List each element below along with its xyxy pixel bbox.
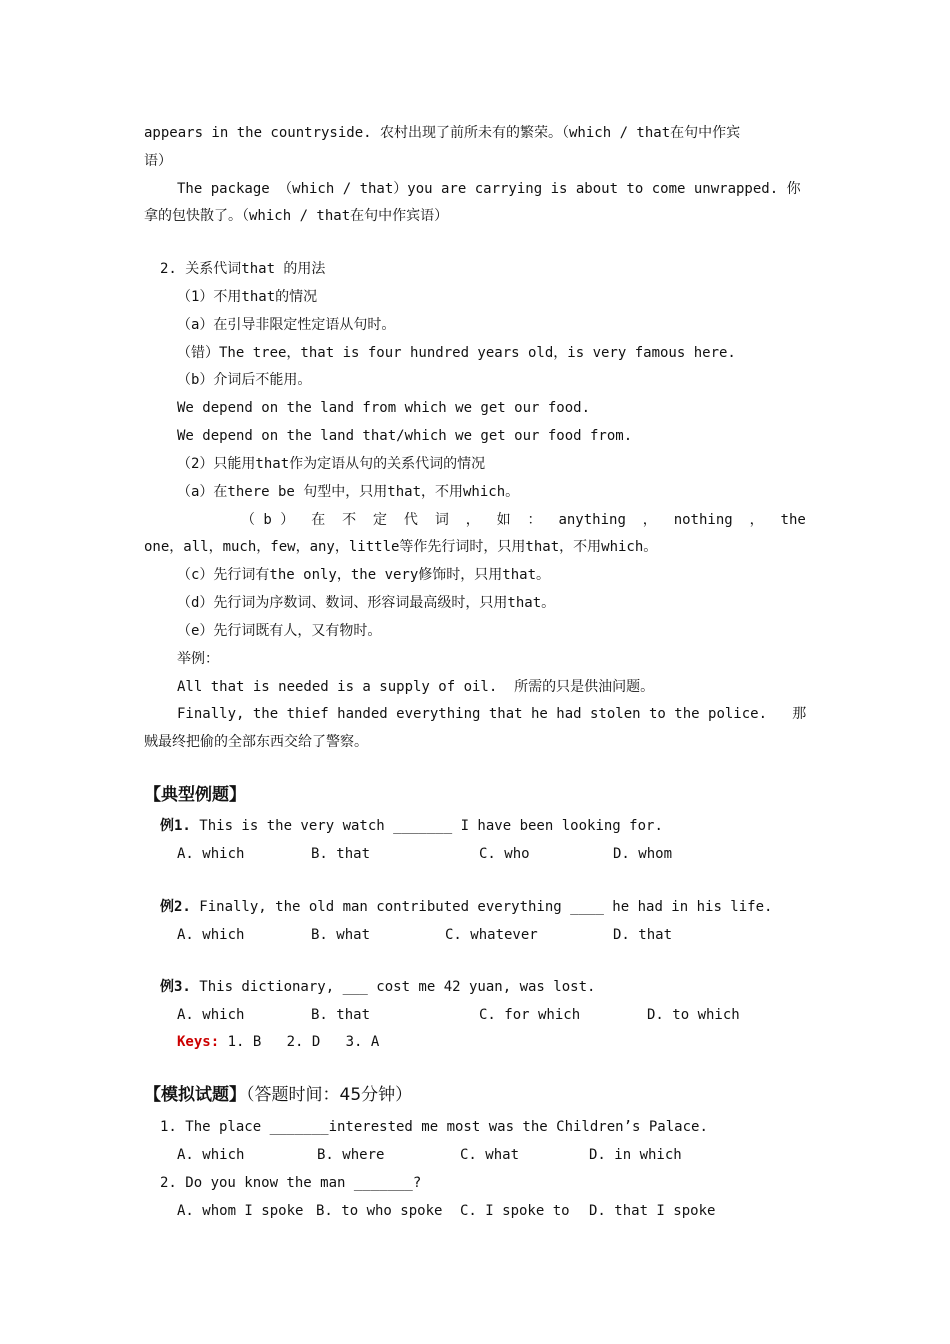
example-text: This is the very watch _______ I have been looking for. (190, 818, 663, 834)
option-a: A. which (177, 927, 245, 943)
text-line: We depend on the land from which we get our food. (177, 400, 591, 416)
text-line: （2）只能用that作为定语从句的关系代词的情况 (177, 456, 486, 472)
text-line: 贼最终把偷的全部东西交给了警察。 (144, 734, 368, 750)
question-stem: 1. The place _______interested me most was the Children’s Palace. (160, 1119, 708, 1135)
option-b: B. to who spoke (316, 1203, 443, 1219)
example-text: This dictionary, ___ cost me 42 yuan, was lost. (190, 979, 596, 995)
option-b: B. that (311, 846, 371, 862)
option-a: A. which (177, 1007, 245, 1023)
text-line: one，all，much，few，any，little等作先行词时，只用that，不用which。 (144, 539, 658, 555)
option-c: C. I spoke to (460, 1203, 570, 1219)
option-a: A. whom I spoke (177, 1203, 304, 1219)
text-line: 拿的包快散了。（which / that在句中作宾语） (144, 208, 449, 224)
text-line: The package （which / that）you are carrying is about to come unwrapped. 你 (177, 181, 801, 197)
example-question (160, 816, 663, 836)
text-line: appears in the countryside. 农村出现了前所未有的繁荣。（which / that在句中作宾 (144, 125, 741, 141)
text-segment: ， (465, 512, 480, 528)
text-line: （1）不用that的情况 (177, 289, 318, 305)
keys-value: 1. B 2. D 3. A (219, 1034, 380, 1050)
text-line: （e）先行词既有人，又有物时。 (177, 623, 382, 639)
section-title-typical-examples: 【典型例题】 (144, 785, 246, 805)
section-title-mock-test (144, 1085, 412, 1105)
section-heading-that-usage: 2. 关系代词that 的用法 (160, 261, 326, 277)
example-label: 例2. (160, 899, 191, 915)
text-line: Finally, the thief handed everything that he had stolen to the police. 那 (177, 706, 807, 722)
example-question (160, 977, 595, 997)
option-b: B. where (317, 1147, 385, 1163)
text-line: （错）The tree，that is four hundred years old，is very famous here. (177, 345, 736, 361)
option-d: D. whom (613, 846, 673, 862)
text-line: （d）先行词为序数词、数词、形容词最高级时，只用that。 (177, 595, 556, 611)
option-b: B. what (311, 927, 371, 943)
option-c: C. for which (479, 1007, 581, 1023)
text-segment: （ b ） (241, 512, 295, 528)
section-title: 【模拟试题】 (144, 1085, 246, 1105)
text-segment: ： (527, 512, 542, 528)
text-segment: 如 (496, 512, 511, 528)
keys-label: Keys: (177, 1034, 220, 1050)
text-segment: anything (558, 512, 626, 528)
option-c: C. who (479, 846, 530, 862)
text-segment: ， (749, 512, 764, 528)
justified-line (241, 510, 806, 530)
text-line: （a）在there be 句型中，只用that，不用which。 (177, 484, 520, 500)
option-d: D. that (613, 927, 673, 943)
text-line: （c）先行词有the only，the very修饰时，只用that。 (177, 567, 551, 583)
example-label: 例1. (160, 818, 191, 834)
option-c: C. whatever (445, 927, 538, 943)
text-segment: 在 (311, 512, 326, 528)
option-d: D. in which (589, 1147, 682, 1163)
text-segment: 代 (403, 512, 418, 528)
text-segment: 不 (342, 512, 357, 528)
option-d: D. that I spoke (589, 1203, 716, 1219)
answer-keys (177, 1032, 379, 1052)
question-stem: 2. Do you know the man _______? (160, 1175, 422, 1191)
section-subtitle: （答题时间：45分钟） (246, 1085, 413, 1105)
text-line: All that is needed is a supply of oil. 所需的只是供油问题。 (177, 679, 655, 695)
text-line: We depend on the land that/which we get our food from. (177, 428, 633, 444)
example-text: Finally, the old man contributed everything ____ he had in his life. (190, 899, 773, 915)
option-a: A. which (177, 846, 245, 862)
text-line: 语） (144, 153, 172, 169)
text-line: 举例： (177, 651, 219, 667)
text-line: （b）介词后不能用。 (177, 372, 312, 388)
text-segment: ， (642, 512, 657, 528)
example-label: 例3. (160, 979, 191, 995)
text-segment: 定 (373, 512, 388, 528)
option-a: A. which (177, 1147, 245, 1163)
text-segment: 词 (434, 512, 449, 528)
text-segment: nothing (673, 512, 733, 528)
option-d: D. to which (647, 1007, 740, 1023)
text-line: （a）在引导非限定性定语从句时。 (177, 317, 396, 333)
text-segment: the (780, 512, 806, 528)
example-question (160, 897, 772, 917)
option-c: C. what (460, 1147, 520, 1163)
option-b: B. that (311, 1007, 371, 1023)
